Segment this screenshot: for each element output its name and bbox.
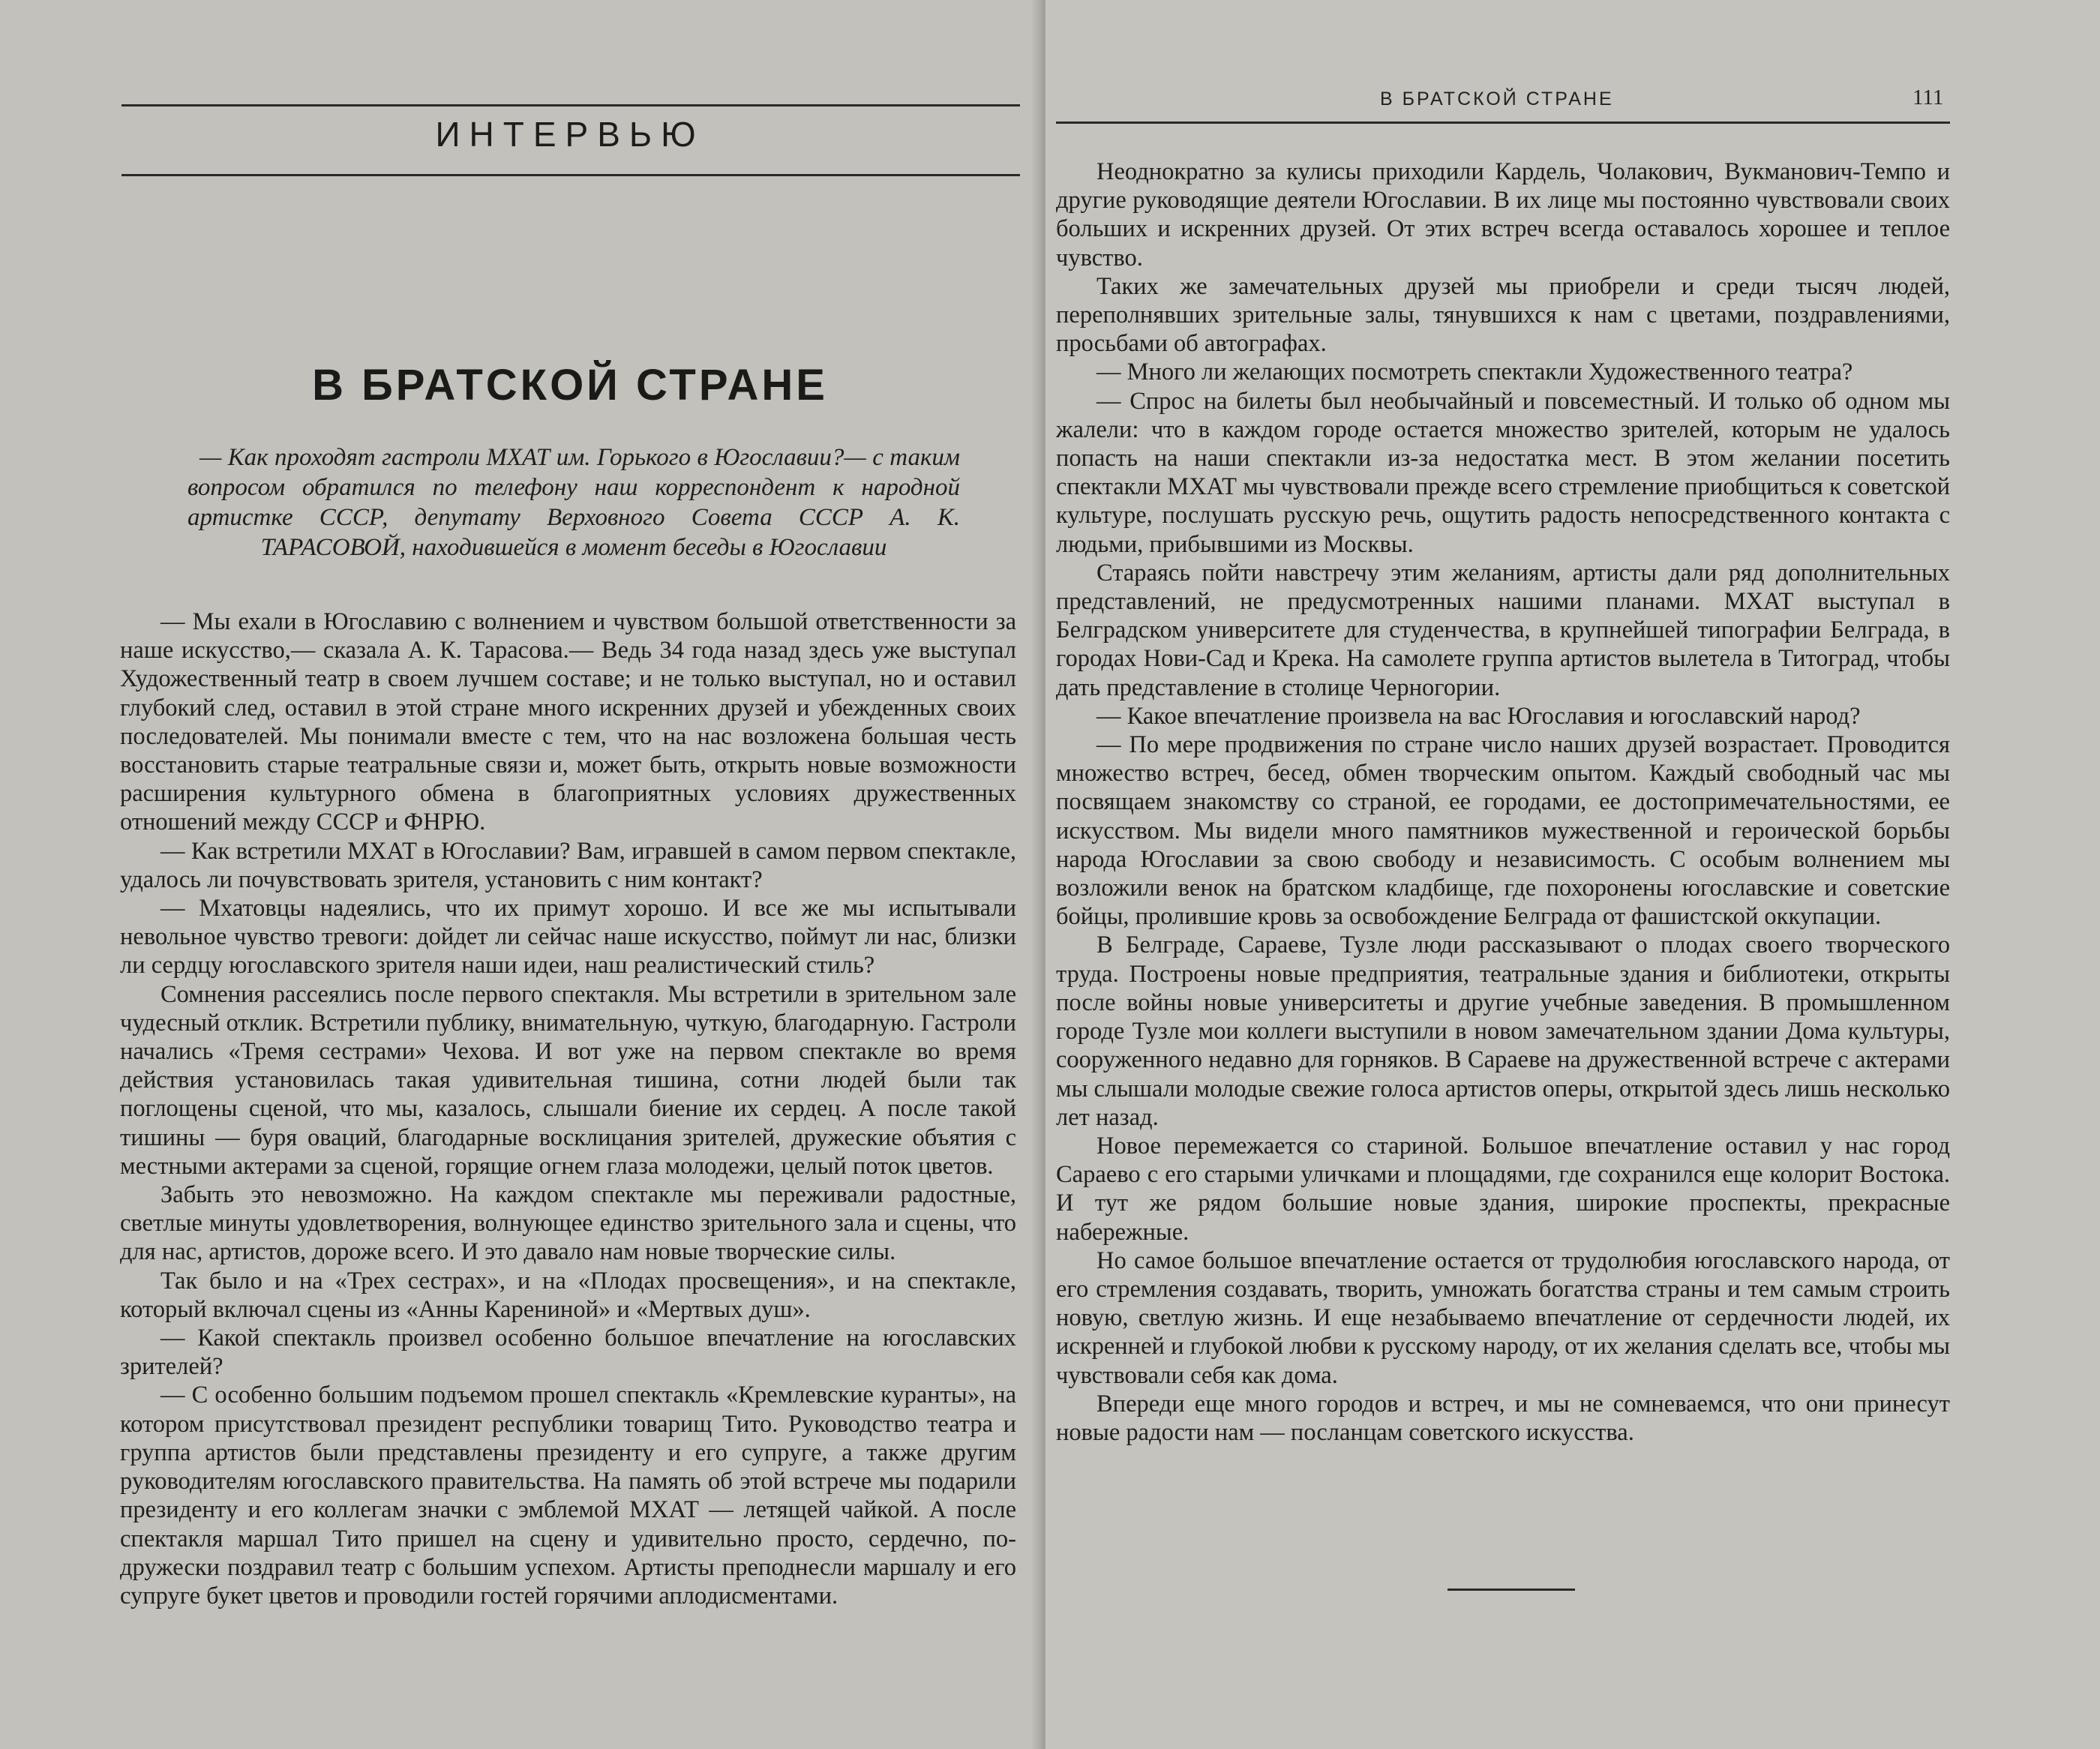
article-lead	[188, 442, 960, 562]
right-column	[1056, 158, 1950, 1447]
paragraph: В Белграде, Сараеве, Тузле люди рассказывают о плодах своего творческого труда. Построены новые предприятия, театральные здания и библиотеки, открыты после войны новые университеты и другие учебные заведения. В промышленном городе Тузле мои коллеги выступили в новом замечательном здании Дома культуры, сооруженного недавно для горняков. В Сараеве на дружественной встрече с актерами мы слышали молодые свежие голоса артистов оперы, открытой здесь лишь несколько лет назад.	[1056, 932, 1950, 1131]
article-title: В БРАТСКОЙ СТРАНЕ	[312, 361, 828, 410]
top-rule-right	[1056, 122, 1950, 124]
paragraph: Стараясь пойти навстречу этим желаниям, артисты дали ряд дополнительных представлений, не предусмотренных нашими планами. МХАТ выступал в Белградском университете для студенчества, в крупнейшей типографии Белграда, в городах Нови-Сад и Крека. На самолете группа артистов вылетела в Титоград, чтобы дать представление в столице Черногории.	[1056, 559, 1950, 701]
running-head: В БРАТСКОЙ СТРАНЕ	[1380, 88, 1614, 110]
paragraph: Сомнения рассеялись после первого спектакля. Мы встретили в зрительном зале чудесный отклик. Встретили публику, внимательную, чуткую, благодарную. Гастроли начались «Тремя сестрами» Чехова. И вот уже на первом спектакле во время действия установилась такая удивительная тишина, сотни людей были так поглощены сценой, что мы, казалось, слышали биение их сердец. А после такой тишины — буря оваций, благодарные восклицания зрителей, дружеские объятия с местными актерами за сценой, горящие огнем глаза молодежи, целый поток цветов.	[120, 980, 1016, 1180]
left-column	[120, 608, 1016, 1610]
paragraph: — Какой спектакль произвел особенно большое впечатление на югославских зрителей?	[120, 1324, 1016, 1381]
paragraph: Так было и на «Трех сестрах», и на «Плодах просвещения», и на спектакле, который включал сцены из «Анны Карениной» и «Мертвых душ».	[120, 1267, 1016, 1323]
paragraph: — Какое впечатление произвела на вас Югославия и югославский народ?	[1096, 702, 1861, 730]
section-title: ИНТЕРВЬЮ	[435, 115, 705, 154]
paragraph: Впереди еще много городов и встреч, и мы не сомневаемся, что они принесут новые радости нам — посланцам советского искусства.	[1056, 1390, 1950, 1446]
page-number: 111	[1912, 86, 1944, 110]
paragraph: — С особенно большим подъемом прошел спектакль «Кремлевские куранты», на котором присутствовал президент республики товарищ Тито. Руководство театра и группа артистов были представлены президенту и его супруге, а также другим руководителям югославского правительства. На память об этой встрече мы подарили президенту и его коллегам значки с эмблемой МХАТ — летящей чайкой. А после спектакля маршал Тито пришел на сцену и удивительно просто, сердечно, по-дружески поздравил театр с большим успехом. Артисты преподнесли маршалу и его супруге букет цветов и проводили гостей горячими аплодисментами.	[120, 1382, 1016, 1610]
paragraph: Но самое большое впечатление остается от трудолюбия югославского народа, от его стремления создавать, творить, умножать богатства страны и тем самым строить новую, светлую жизнь. И еще незабываемо впечатление от сердечности людей, их искренней и глубокой любви к русскому народу, от их желания сделать все, чтобы мы чувствовали себя как дома.	[1056, 1246, 1950, 1389]
lead-paragraph: — Как проходят гастроли МХАТ им. Горького в Югославии?— с таким вопросом обратился по телефону наш корреспондент к народной артистке СССР, депутату Верховного Совета СССР А. К. ТАРАСОВОЙ, находившейся в момент беседы в Югославии	[188, 444, 960, 561]
section-title-rule	[122, 174, 1020, 176]
paragraph: — Спрос на билеты был необычайный и повсеместный. И только об одном мы жалели: что в каждом городе остается множество зрителей, которым не удалось попасть на наши спектакли из-за недостатка мест. В этом желании посетить спектакли МХАТ мы чувствовали прежде всего стремление приобщиться к советской культуре, послушать русскую речь, ощутить радость непосредственного контакта с людьми, прибывшими из Москвы.	[1056, 387, 1950, 558]
paragraph: Неоднократно за кулисы приходили Кардель, Чолакович, Вукманович-Темпо и другие руководящие деятели Югославии. В их лице мы постоянно чувствовали своих больших и искренних друзей. От этих встреч всегда оставалось хорошее и теплое чувство.	[1056, 158, 1950, 272]
paragraph: — По мере продвижения по стране число наших друзей возрастает. Проводится множество встреч, бесед, обмен творческим опытом. Каждый свободный час мы посвящаем знакомству со страной, ее городами, ее достопримечательностями, ее искусством. Мы видели много памятников мужественной и героической борьбы народа Югославии за свою свободу и независимость. С особым волнением мы возложили венок на братском кладбище, где похоронены югославские и советские бойцы, пролившие кровь за освобождение Белграда от фашистской оккупации.	[1056, 731, 1950, 931]
paragraph: Забыть это невозможно. На каждом спектакле мы переживали радостные, светлые минуты удовлетворения, волнующее единство зрительного зала и сцены, что для нас, артистов, дороже всего. И это давало нам новые творческие силы.	[120, 1181, 1016, 1266]
paragraph: — Как встретили МХАТ в Югославии? Вам, игравшей в самом первом спектакле, удалось ли почувствовать зрителя, установить с ним контакт?	[120, 837, 1016, 893]
left-page	[0, 0, 1046, 1749]
top-rule-left	[122, 104, 1020, 106]
article-end-rule	[1448, 1588, 1575, 1591]
paragraph: — Много ли желающих посмотреть спектакли Художественного театра?	[1096, 358, 1853, 386]
paragraph: — Мхатовцы надеялись, что их примут хорошо. И все же мы испытывали невольное чувство тревоги: дойдет ли сейчас наше искусство, поймут ли нас, близки ли сердцу югославского зрителя наши идеи, наш реалистический стиль?	[120, 895, 1016, 980]
paragraph: — Мы ехали в Югославию с волнением и чувством большой ответственности за наше искусство,— сказала А. К. Тарасова.— Ведь 34 года назад здесь уже выступал Художественный театр в своем лучшем составе; и не только выступал, но и оставил глубокий след, оставил в этой стране много искренних друзей и убежденных своих последователей. Мы понимали вместе с тем, что на нас возложена большая честь восстановить старые театральные связи и, может быть, открыть новые возможности расширения культурного обмена в благоприятных условиях дружественных отношений между СССР и ФНРЮ.	[120, 608, 1016, 836]
paragraph: Новое перемежается со стариной. Большое впечатление оставил у нас город Сараево с его старыми уличками и площадями, где сохранился еще колорит Востока. И тут же рядом большие новые здания, широкие проспекты, прекрасные набережные.	[1056, 1132, 1950, 1246]
paragraph: Таких же замечательных друзей мы приобрели и среди тысяч людей, переполнявших зрительные залы, тянувшихся к нам с цветами, поздравлениями, просьбами об автографах.	[1056, 272, 1950, 358]
